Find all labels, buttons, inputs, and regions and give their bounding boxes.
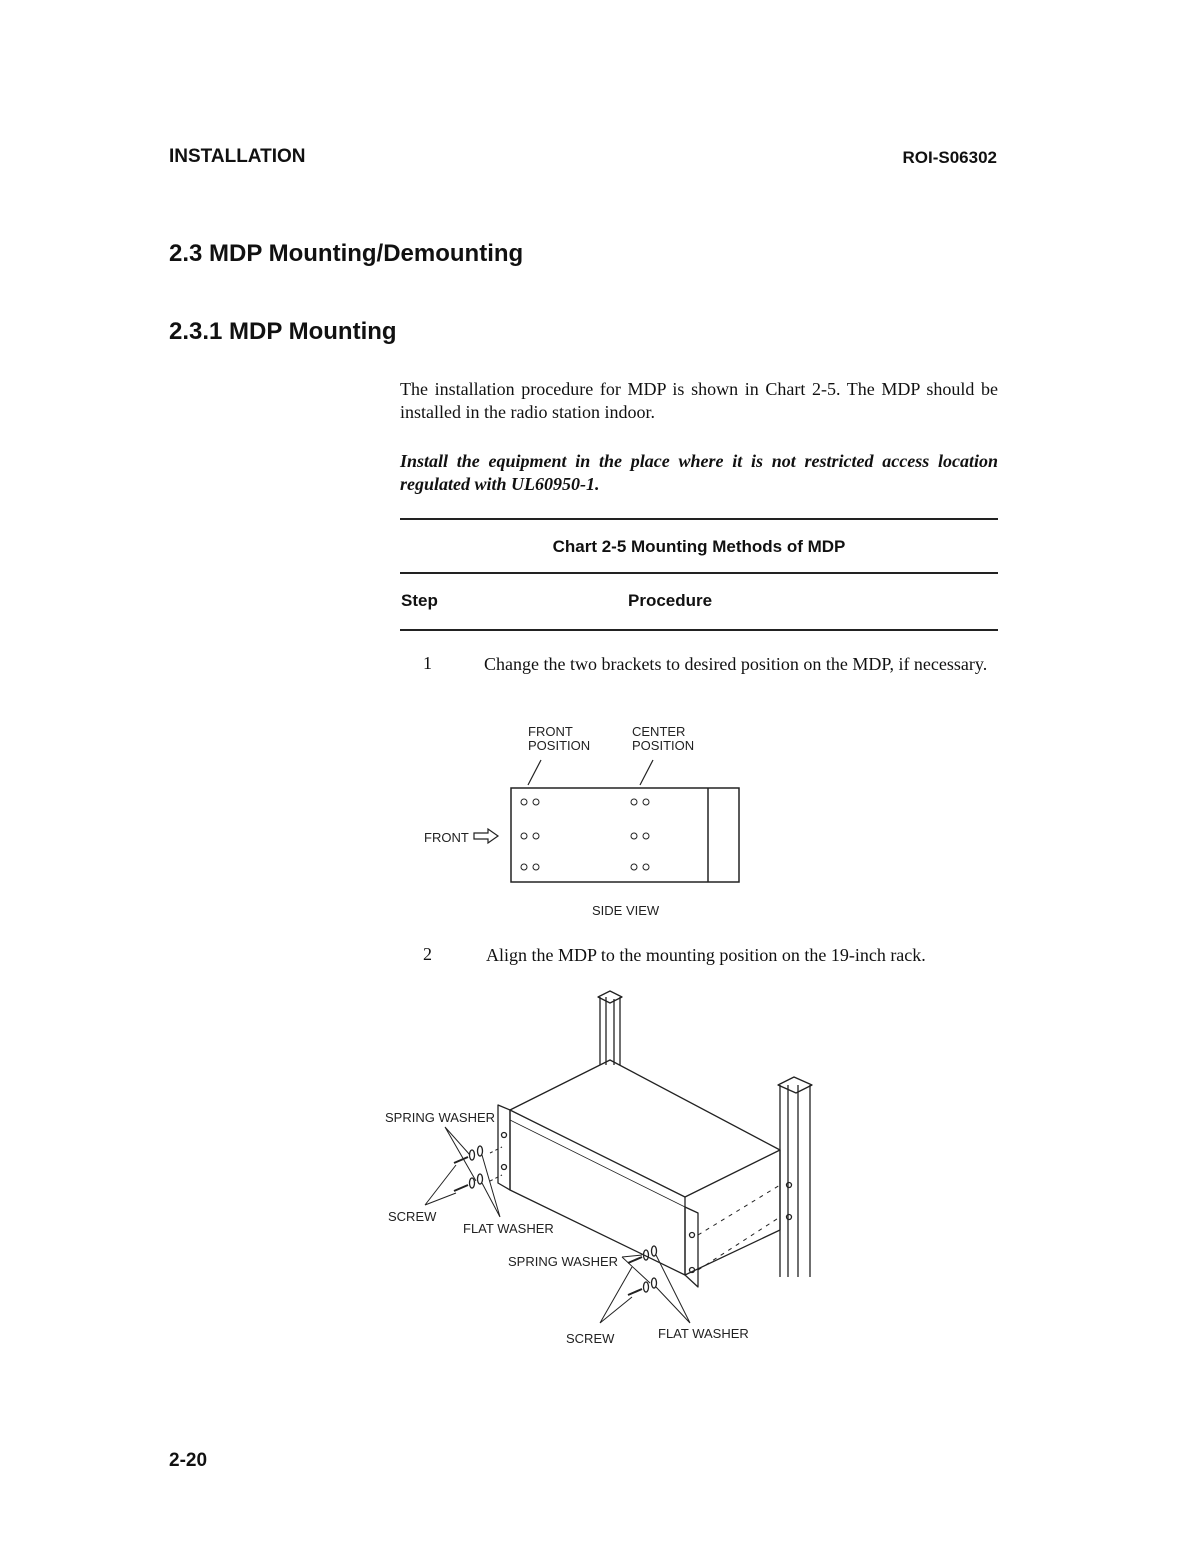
subsection-heading: 2.3.1 MDP Mounting bbox=[169, 318, 397, 345]
spring-washer-label-right: SPRING WASHER bbox=[508, 1254, 619, 1269]
column-header-procedure: Procedure bbox=[628, 591, 713, 610]
rear-rack-post-top bbox=[598, 991, 622, 1003]
intro-paragraph: The installation procedure for MDP is shown in Chart 2-5. The MDP should be installed in the radio station indoor. bbox=[400, 379, 998, 422]
chart-header-rule bbox=[400, 572, 998, 574]
left-bracket bbox=[498, 1105, 510, 1190]
page-number: 2-20 bbox=[169, 1450, 208, 1471]
rack-mounting-figure bbox=[370, 985, 840, 1360]
center-position-leader bbox=[640, 760, 653, 785]
step-text: Change the two brackets to desired position on the MDP, if necessary. bbox=[484, 654, 988, 674]
screw-label-left: SCREW bbox=[388, 1209, 437, 1224]
step-text: Align the MDP to the mounting position on the 19-inch rack. bbox=[486, 945, 926, 965]
chassis-side bbox=[685, 1150, 780, 1275]
step-number: 2 bbox=[423, 944, 432, 964]
mdp-side-outline bbox=[511, 788, 739, 882]
warning-paragraph: Install the equipment in the place where it is not restricted access location regulated with UL60950-1. bbox=[400, 451, 998, 494]
chassis-top bbox=[510, 1060, 780, 1197]
side-view-caption: SIDE VIEW bbox=[592, 903, 660, 918]
front-rack-post bbox=[780, 1085, 810, 1277]
flat-washer-label-left: FLAT WASHER bbox=[463, 1221, 554, 1236]
bracket-side-view-figure bbox=[400, 715, 800, 925]
front-arrow-icon bbox=[474, 829, 498, 843]
flat-washer-label-right: FLAT WASHER bbox=[658, 1326, 749, 1341]
spring-washer-label-left: SPRING WASHER bbox=[385, 1110, 496, 1125]
chart-title: Chart 2-5 Mounting Methods of MDP bbox=[552, 537, 846, 556]
front-arrow-label: FRONT bbox=[424, 830, 469, 845]
chart-body-rule bbox=[400, 629, 998, 631]
front-position-label-line2: POSITION bbox=[528, 738, 591, 753]
center-position-label-line1: CENTER bbox=[632, 724, 686, 739]
rear-rack-post bbox=[600, 997, 620, 1065]
running-header-section: INSTALLATION bbox=[169, 146, 306, 167]
right-bracket bbox=[685, 1207, 698, 1287]
center-position-label-line2: POSITION bbox=[632, 738, 695, 753]
mounting-holes bbox=[521, 799, 649, 870]
chart-top-rule bbox=[400, 518, 998, 520]
screw-label-right: SCREW bbox=[566, 1331, 615, 1346]
section-heading: 2.3 MDP Mounting/Demounting bbox=[169, 240, 524, 267]
front-position-label-line1: FRONT bbox=[528, 724, 573, 739]
running-header-doc-id: ROI-S06302 bbox=[902, 148, 997, 167]
chassis-front bbox=[510, 1110, 685, 1275]
front-rack-post-top bbox=[778, 1077, 812, 1093]
front-position-leader bbox=[528, 760, 541, 785]
column-header-step: Step bbox=[401, 591, 438, 610]
step-number: 1 bbox=[423, 653, 432, 673]
